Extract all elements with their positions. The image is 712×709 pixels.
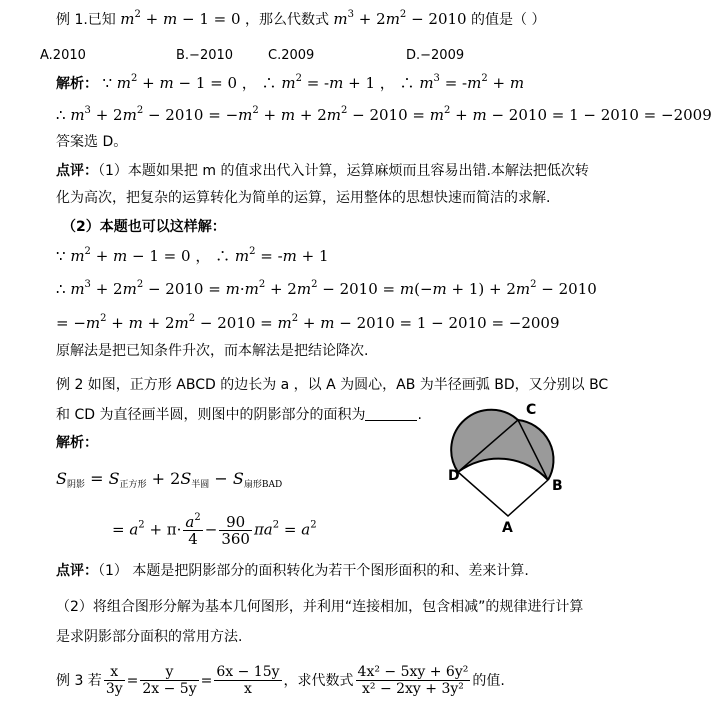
ex1-comment-1a (56, 162, 589, 180)
shaded-region (451, 410, 553, 480)
ex1-alt-2: ∴ $m^3 + 2m^2 - 2010 = m\cdot m^2 + 2m^2 - 2010 = m(-m + 1) + 2m^2 - 2010$ (56, 279, 597, 298)
f1-num: x (104, 664, 125, 681)
ex1-answer: 答案选 D。 (56, 134, 128, 150)
square-bottom-sides (458, 472, 548, 516)
ex2-line-2-text: 和 CD 为直径画半圆，则图中的阴影部分的面积为 (56, 407, 366, 423)
option-b: B.−2010 (176, 48, 234, 63)
f3-num: 6x − 15y (216, 664, 280, 680)
ex1-expression: $m^3 + 2m^2 - 2010$ (333, 9, 467, 28)
analysis-label: 解析： (56, 76, 98, 92)
ex1-title: 例 1.已知 (56, 12, 116, 28)
ex3-question: 例 3 若 $\frac{x}{3y}$ = $\frac{y}{2x - 5y}$ = $\frac{6x - 15y}{x}$ ，求代数式 $\frac{\text{4x² − 5xy + 6y²}}{\text{x² − 2xy + 3y²}}$ 的值. (56, 664, 505, 697)
geometry-figure (448, 398, 598, 536)
ex1-analysis-2: ∴ $m^3 + 2m^2 - 2010 = -m^2 + m + 2m^2 - 2010 = m^2 + m - 2010 = 1 - 2010 = -2009$ (56, 105, 712, 124)
ex2-line-2 (56, 406, 422, 424)
label-b: B (552, 478, 563, 494)
fraction-1 (104, 664, 125, 697)
ex1-analysis-1: 解析： ∵ $m^2 + m - 1 = 0$ ， ∴ $m^2 = -m + 1$ ， ∴ $m^3 = -m^2 + m$ (56, 73, 525, 92)
s-symbol: S (56, 469, 67, 488)
ex2-comment-2a: （2）将组合图形分解为基本几何图形，并利用“连接相加，包含相减”的规律进行计算 (56, 599, 584, 615)
ex1-mid-text: ，那么代数式 (244, 12, 329, 28)
ex1-tail-text: 的值是（ ） (471, 12, 546, 28)
fraction-3 (214, 664, 281, 697)
ex2-analysis-label: 解析： (56, 435, 98, 451)
fraction-90-over-360 (219, 514, 252, 547)
ex2-formula-1: $S_{阴影} = S_{正方形} + 2S_{半圆} - S_{扇形BAD}$ (56, 469, 283, 490)
comment-label: 点评： (56, 563, 98, 579)
label-c: C (526, 402, 537, 418)
option-d: D.−2009 (406, 48, 465, 63)
ex3-title: 例 3 若 (56, 672, 102, 689)
frac2-den: 360 (221, 530, 250, 548)
ex3-tail: 的值. (472, 672, 505, 689)
f3-den: x (243, 681, 252, 697)
label-a: A (502, 520, 513, 536)
ex3-mid: ，求代数式 (283, 672, 354, 689)
label-d: D (448, 468, 460, 484)
ex1-condition: $m^2 + m - 1 = 0$ (120, 9, 241, 28)
fraction-4 (356, 664, 471, 697)
ex1-alt-3: = $-m^2 + m + 2m^2 - 2010 = m^2 + m - 2010 = 1 - 2010 = -2009$ (56, 313, 560, 332)
f4-den: x² − 2xy + 3y² (361, 681, 464, 697)
ex1-alt-1: ∵ $m^2 + m - 1 = 0$ ， ∴ $m^2 = -m + 1$ (56, 246, 329, 265)
comment-text: （1）本题如果把 m 的值求出代入计算，运算麻烦而且容易出错.本解法把低次转 (98, 163, 589, 179)
f2-den: 2x − 5y (142, 681, 197, 697)
fraction-2 (140, 664, 198, 697)
ex1-comment-2: （2）本题也可以这样解： (62, 219, 226, 235)
ex2-comment-1 (56, 562, 529, 580)
sub-sector: 扇形BAD (243, 480, 283, 490)
ex2-comment-2b: 是求阴影部分面积的常用方法. (56, 629, 243, 645)
ex2-line-2-end: . (417, 407, 422, 423)
answer-blank (365, 406, 417, 421)
frac2-num: 90 (219, 514, 252, 531)
sub-shadow: 阴影 (66, 480, 85, 490)
sub-square: 正方形 (119, 480, 147, 490)
fraction-a2-over-4: $\frac{a^2}{4}$ (185, 512, 201, 548)
ex1-comment-1b: 化为高次，把复杂的运算转化为简单的运算，运用整体的思想快速而简洁的求解. (56, 190, 551, 206)
ex1-question (56, 10, 545, 29)
ex1-note: 原解法是把已知条件升次，而本解法是把结论降次. (56, 343, 369, 359)
comment-text: （1） 本题是把阴影部分的面积转化为若干个图形面积的和、差来计算. (98, 563, 529, 579)
sub-semi: 半圆 (191, 480, 210, 490)
f4-num: 4x² − 5xy + 6y² (357, 664, 469, 680)
comment-label: 点评： (56, 163, 98, 179)
f2-num: y (140, 664, 198, 681)
f1-den: 3y (105, 681, 123, 697)
option-c: C.2009 (268, 48, 315, 63)
ex2-formula-2: = $a^2 + \pi\cdot$ $\frac{a^2}{4}$ − $\frac{90}{360}$ $\pi a^2 = a^2$ (112, 512, 317, 548)
ex2-line-1: 例 2 如图，正方形 ABCD 的边长为 a ，以 A 为圆心，AB 为半径画弧 BD，又分别以 BC (56, 377, 609, 393)
option-a: A.2010 (40, 48, 86, 63)
